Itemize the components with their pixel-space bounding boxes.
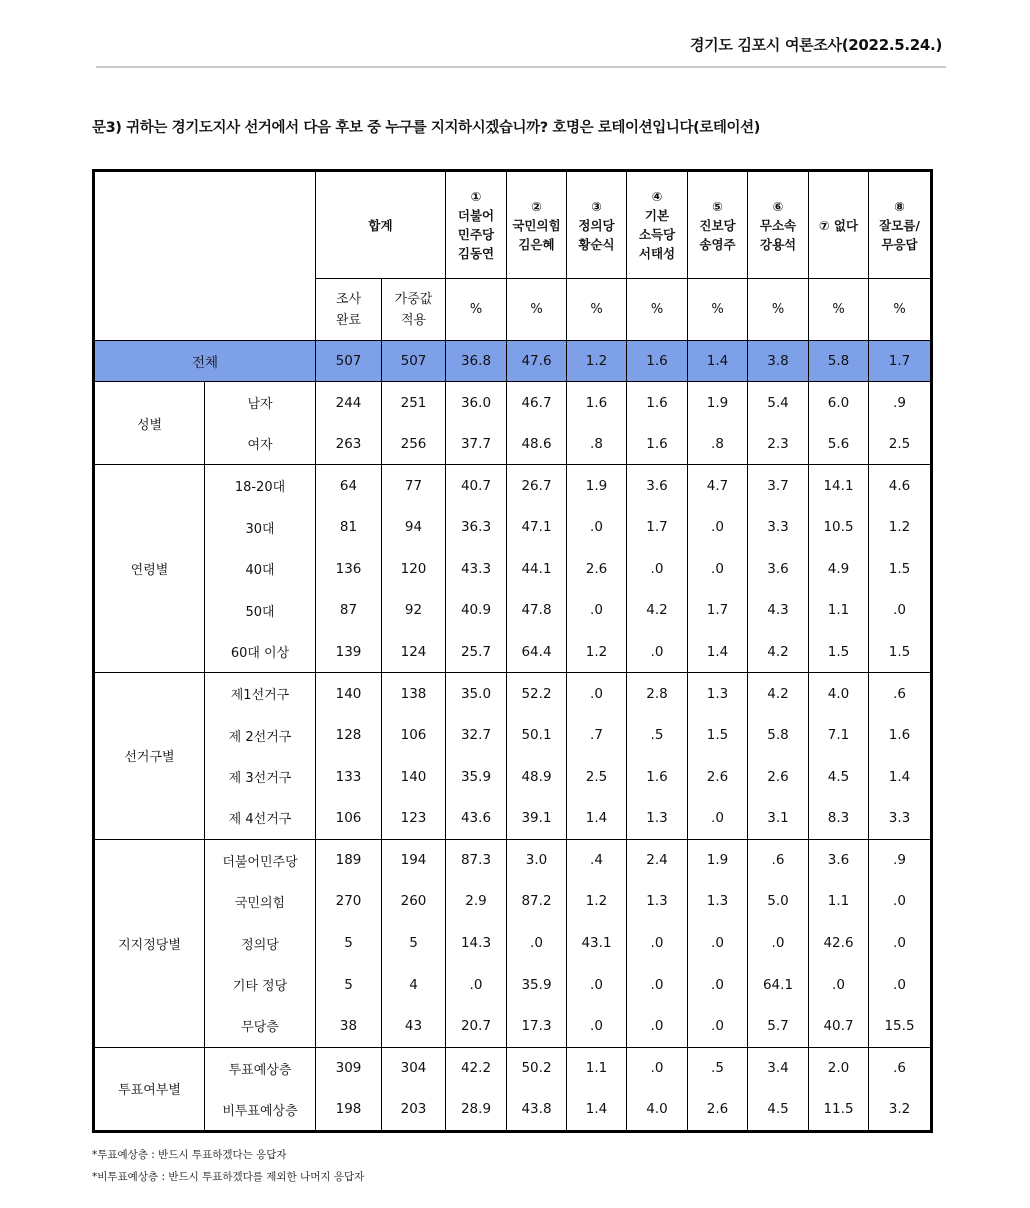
value-cell: 263 bbox=[316, 423, 382, 465]
value-cell: 47.8 bbox=[507, 589, 567, 631]
value-cell: 1.2 bbox=[869, 506, 931, 548]
value-cell: 20.7 bbox=[446, 1005, 507, 1047]
value-cell: 48.9 bbox=[507, 756, 567, 798]
value-cell: .0 bbox=[567, 964, 627, 1006]
value-cell: .0 bbox=[688, 797, 748, 839]
value-cell: 40.7 bbox=[446, 465, 507, 507]
value-cell: 128 bbox=[316, 714, 382, 756]
table-row bbox=[95, 1047, 931, 1089]
value-cell: 2.6 bbox=[748, 756, 809, 798]
row-label: 60대 이상 bbox=[205, 631, 316, 673]
value-cell: 64.1 bbox=[748, 964, 809, 1006]
value-cell: 1.5 bbox=[869, 631, 931, 673]
row-label: 무당층 bbox=[205, 1005, 316, 1047]
group-label: 연령별 bbox=[95, 465, 205, 673]
table-row bbox=[95, 589, 931, 631]
value-cell: 1.2 bbox=[567, 341, 627, 382]
value-cell: 244 bbox=[316, 382, 382, 424]
footnote: *투표예상층 : 반드시 투표하겠다는 응답자 bbox=[92, 1149, 287, 1161]
value-cell: 94 bbox=[382, 506, 446, 548]
unit-cell: % bbox=[627, 279, 688, 341]
question-text: 문3) 귀하는 경기도지사 선거에서 다음 후보 중 누구를 지지하시겠습니까? 호명은 로테이션입니다(로테이션) bbox=[92, 120, 760, 136]
value-cell: .9 bbox=[869, 839, 931, 881]
value-cell: 4.0 bbox=[809, 673, 869, 715]
value-cell: 507 bbox=[382, 341, 446, 382]
value-cell: .0 bbox=[688, 922, 748, 964]
value-cell: 1.5 bbox=[869, 548, 931, 590]
unit-cell: % bbox=[446, 279, 507, 341]
value-cell: 14.3 bbox=[446, 922, 507, 964]
value-cell: 3.4 bbox=[748, 1047, 809, 1089]
value-cell: 5.4 bbox=[748, 382, 809, 424]
table-row bbox=[95, 673, 931, 715]
value-cell: 50.1 bbox=[507, 714, 567, 756]
value-cell: 270 bbox=[316, 881, 382, 923]
value-cell: 28.9 bbox=[446, 1089, 507, 1131]
value-cell: 124 bbox=[382, 631, 446, 673]
table-row bbox=[95, 1005, 931, 1047]
value-cell: 25.7 bbox=[446, 631, 507, 673]
table-row bbox=[95, 922, 931, 964]
value-cell: 3.3 bbox=[869, 797, 931, 839]
candidate-header bbox=[869, 172, 931, 279]
value-cell: 87.3 bbox=[446, 839, 507, 881]
value-cell: .6 bbox=[869, 673, 931, 715]
candidate-label: ③ 정의당 황순식 bbox=[578, 198, 615, 252]
value-cell: 5 bbox=[316, 922, 382, 964]
value-cell: 1.7 bbox=[688, 589, 748, 631]
value-cell: 194 bbox=[382, 839, 446, 881]
group-label: 선거구별 bbox=[95, 673, 205, 839]
value-cell: 1.6 bbox=[627, 341, 688, 382]
value-cell: 37.7 bbox=[446, 423, 507, 465]
value-cell: 14.1 bbox=[809, 465, 869, 507]
value-cell: .5 bbox=[627, 714, 688, 756]
value-cell: 5.8 bbox=[809, 341, 869, 382]
value-cell: 140 bbox=[316, 673, 382, 715]
value-cell: 5.8 bbox=[748, 714, 809, 756]
value-cell: 92 bbox=[382, 589, 446, 631]
value-cell: 106 bbox=[382, 714, 446, 756]
row-label: 남자 bbox=[205, 382, 316, 424]
value-cell: .9 bbox=[869, 382, 931, 424]
value-cell: .0 bbox=[627, 631, 688, 673]
row-label: 제 2선거구 bbox=[205, 714, 316, 756]
value-cell: 32.7 bbox=[446, 714, 507, 756]
value-cell: 10.5 bbox=[809, 506, 869, 548]
value-cell: 4.6 bbox=[869, 465, 931, 507]
value-cell: 36.3 bbox=[446, 506, 507, 548]
candidate-label: ① 더불어 민주당 김동연 bbox=[457, 189, 495, 261]
value-cell: .0 bbox=[869, 589, 931, 631]
value-cell: 4.2 bbox=[748, 631, 809, 673]
complete-count-label: 조사 완료 bbox=[335, 291, 362, 328]
table-row bbox=[95, 423, 931, 465]
value-cell: 2.5 bbox=[869, 423, 931, 465]
value-cell: 1.4 bbox=[688, 341, 748, 382]
report-title: 경기도 김포시 여론조사(2022.5.24.) bbox=[689, 36, 942, 54]
value-cell: .8 bbox=[567, 423, 627, 465]
value-cell: 1.6 bbox=[567, 382, 627, 424]
value-cell: 260 bbox=[382, 881, 446, 923]
candidate-header bbox=[809, 172, 869, 279]
table-row bbox=[95, 1089, 931, 1131]
value-cell: 3.6 bbox=[748, 548, 809, 590]
row-label: 정의당 bbox=[205, 922, 316, 964]
value-cell: 2.8 bbox=[627, 673, 688, 715]
value-cell: 1.1 bbox=[809, 589, 869, 631]
value-cell: 4.0 bbox=[627, 1089, 688, 1131]
candidate-header bbox=[627, 172, 688, 279]
value-cell: 1.5 bbox=[809, 631, 869, 673]
value-cell: .0 bbox=[627, 1047, 688, 1089]
unit-cell: % bbox=[869, 279, 931, 341]
value-cell: 4.2 bbox=[748, 673, 809, 715]
weighted-count-header bbox=[382, 279, 446, 341]
value-cell: .0 bbox=[567, 589, 627, 631]
value-cell: 120 bbox=[382, 548, 446, 590]
value-cell: 47.1 bbox=[507, 506, 567, 548]
value-cell: .0 bbox=[627, 548, 688, 590]
value-cell: 48.6 bbox=[507, 423, 567, 465]
value-cell: 1.4 bbox=[567, 1089, 627, 1131]
value-cell: .0 bbox=[567, 1005, 627, 1047]
value-cell: 251 bbox=[382, 382, 446, 424]
value-cell: 3.2 bbox=[869, 1089, 931, 1131]
table-row bbox=[95, 714, 931, 756]
row-label: 40대 bbox=[205, 548, 316, 590]
value-cell: 133 bbox=[316, 756, 382, 798]
value-cell: 3.6 bbox=[627, 465, 688, 507]
value-cell: 4 bbox=[382, 964, 446, 1006]
value-cell: 39.1 bbox=[507, 797, 567, 839]
value-cell: 1.6 bbox=[627, 756, 688, 798]
value-cell: 36.8 bbox=[446, 341, 507, 382]
value-cell: 50.2 bbox=[507, 1047, 567, 1089]
value-cell: .0 bbox=[869, 881, 931, 923]
value-cell: 139 bbox=[316, 631, 382, 673]
value-cell: 2.6 bbox=[567, 548, 627, 590]
value-cell: .0 bbox=[688, 506, 748, 548]
row-label: 제 4선거구 bbox=[205, 797, 316, 839]
row-label: 30대 bbox=[205, 506, 316, 548]
value-cell: 43.1 bbox=[567, 922, 627, 964]
value-cell: 1.1 bbox=[567, 1047, 627, 1089]
value-cell: 43.3 bbox=[446, 548, 507, 590]
value-cell: 1.2 bbox=[567, 881, 627, 923]
table-row bbox=[95, 631, 931, 673]
value-cell: 1.4 bbox=[567, 797, 627, 839]
value-cell: 136 bbox=[316, 548, 382, 590]
value-cell: 2.3 bbox=[748, 423, 809, 465]
table-row bbox=[95, 881, 931, 923]
value-cell: 2.0 bbox=[809, 1047, 869, 1089]
value-cell: .0 bbox=[567, 673, 627, 715]
overall-row bbox=[95, 341, 931, 382]
value-cell: .0 bbox=[627, 1005, 688, 1047]
value-cell: 15.5 bbox=[869, 1005, 931, 1047]
value-cell: 36.0 bbox=[446, 382, 507, 424]
value-cell: 2.6 bbox=[688, 1089, 748, 1131]
value-cell: .0 bbox=[627, 964, 688, 1006]
value-cell: 4.7 bbox=[688, 465, 748, 507]
row-label: 18-20대 bbox=[205, 465, 316, 507]
value-cell: 3.1 bbox=[748, 797, 809, 839]
value-cell: 1.3 bbox=[688, 673, 748, 715]
row-label: 국민의힘 bbox=[205, 881, 316, 923]
value-cell: 38 bbox=[316, 1005, 382, 1047]
value-cell: 203 bbox=[382, 1089, 446, 1131]
value-cell: 43.8 bbox=[507, 1089, 567, 1131]
value-cell: .0 bbox=[748, 922, 809, 964]
total-header: 합계 bbox=[316, 172, 446, 279]
value-cell: 304 bbox=[382, 1047, 446, 1089]
value-cell: 5.6 bbox=[809, 423, 869, 465]
candidate-header bbox=[446, 172, 507, 279]
unit-cell: % bbox=[507, 279, 567, 341]
value-cell: 1.6 bbox=[869, 714, 931, 756]
group-label: 지지정당별 bbox=[95, 839, 205, 1047]
value-cell: 1.7 bbox=[869, 341, 931, 382]
value-cell: 44.1 bbox=[507, 548, 567, 590]
value-cell: 507 bbox=[316, 341, 382, 382]
corner-cell bbox=[95, 172, 316, 341]
value-cell: .7 bbox=[567, 714, 627, 756]
value-cell: 3.3 bbox=[748, 506, 809, 548]
value-cell: 5 bbox=[316, 964, 382, 1006]
unit-cell: % bbox=[688, 279, 748, 341]
complete-count-header bbox=[316, 279, 382, 341]
value-cell: 1.1 bbox=[809, 881, 869, 923]
value-cell: .0 bbox=[688, 1005, 748, 1047]
value-cell: .6 bbox=[869, 1047, 931, 1089]
value-cell: 43 bbox=[382, 1005, 446, 1047]
value-cell: .0 bbox=[688, 548, 748, 590]
value-cell: 1.4 bbox=[688, 631, 748, 673]
value-cell: .0 bbox=[446, 964, 507, 1006]
value-cell: 7.1 bbox=[809, 714, 869, 756]
value-cell: .0 bbox=[869, 964, 931, 1006]
table-row bbox=[95, 964, 931, 1006]
value-cell: 2.4 bbox=[627, 839, 688, 881]
value-cell: .0 bbox=[688, 964, 748, 1006]
group-label: 투표여부별 bbox=[95, 1047, 205, 1130]
footnote: *비투표예상층 : 반드시 투표하겠다를 제외한 나머지 응답자 bbox=[92, 1171, 365, 1183]
value-cell: 40.7 bbox=[809, 1005, 869, 1047]
value-cell: 3.8 bbox=[748, 341, 809, 382]
weighted-count-label: 가중값 적용 bbox=[394, 291, 433, 328]
value-cell: 64 bbox=[316, 465, 382, 507]
value-cell: 77 bbox=[382, 465, 446, 507]
value-cell: 5.0 bbox=[748, 881, 809, 923]
value-cell: .5 bbox=[688, 1047, 748, 1089]
value-cell: 2.6 bbox=[688, 756, 748, 798]
table-row bbox=[95, 506, 931, 548]
value-cell: .0 bbox=[809, 964, 869, 1006]
value-cell: 1.9 bbox=[688, 382, 748, 424]
value-cell: 4.9 bbox=[809, 548, 869, 590]
value-cell: 40.9 bbox=[446, 589, 507, 631]
value-cell: 189 bbox=[316, 839, 382, 881]
unit-cell: % bbox=[809, 279, 869, 341]
value-cell: 47.6 bbox=[507, 341, 567, 382]
value-cell: 17.3 bbox=[507, 1005, 567, 1047]
value-cell: .8 bbox=[688, 423, 748, 465]
value-cell: 1.3 bbox=[627, 797, 688, 839]
table-row bbox=[95, 465, 931, 507]
value-cell: 35.9 bbox=[446, 756, 507, 798]
value-cell: 8.3 bbox=[809, 797, 869, 839]
value-cell: 42.6 bbox=[809, 922, 869, 964]
overall-label: 전체 bbox=[95, 341, 316, 382]
value-cell: .4 bbox=[567, 839, 627, 881]
table-row bbox=[95, 382, 931, 424]
value-cell: 1.5 bbox=[688, 714, 748, 756]
value-cell: 1.6 bbox=[627, 382, 688, 424]
value-cell: 6.0 bbox=[809, 382, 869, 424]
value-cell: 11.5 bbox=[809, 1089, 869, 1131]
value-cell: 1.9 bbox=[567, 465, 627, 507]
candidate-label: ④ 기본 소득당 서태성 bbox=[638, 189, 676, 261]
value-cell: 87.2 bbox=[507, 881, 567, 923]
row-label: 제1선거구 bbox=[205, 673, 316, 715]
value-cell: 1.2 bbox=[567, 631, 627, 673]
value-cell: 1.7 bbox=[627, 506, 688, 548]
value-cell: 64.4 bbox=[507, 631, 567, 673]
value-cell: 46.7 bbox=[507, 382, 567, 424]
value-cell: 123 bbox=[382, 797, 446, 839]
value-cell: 43.6 bbox=[446, 797, 507, 839]
value-cell: 1.3 bbox=[688, 881, 748, 923]
candidate-header bbox=[567, 172, 627, 279]
value-cell: 4.3 bbox=[748, 589, 809, 631]
row-label: 기타 정당 bbox=[205, 964, 316, 1006]
value-cell: 26.7 bbox=[507, 465, 567, 507]
candidate-header bbox=[507, 172, 567, 279]
value-cell: .0 bbox=[627, 922, 688, 964]
table-row bbox=[95, 839, 931, 881]
value-cell: 106 bbox=[316, 797, 382, 839]
value-cell: 5.7 bbox=[748, 1005, 809, 1047]
candidate-label: ⑤ 진보당 송영주 bbox=[699, 198, 736, 252]
table-row bbox=[95, 548, 931, 590]
value-cell: 87 bbox=[316, 589, 382, 631]
value-cell: .0 bbox=[507, 922, 567, 964]
value-cell: 2.5 bbox=[567, 756, 627, 798]
value-cell: 3.6 bbox=[809, 839, 869, 881]
group-label: 성별 bbox=[95, 382, 205, 465]
value-cell: 35.0 bbox=[446, 673, 507, 715]
unit-cell: % bbox=[748, 279, 809, 341]
row-label: 투표예상층 bbox=[205, 1047, 316, 1089]
row-label: 제 3선거구 bbox=[205, 756, 316, 798]
value-cell: 309 bbox=[316, 1047, 382, 1089]
value-cell: 198 bbox=[316, 1089, 382, 1131]
value-cell: 1.6 bbox=[627, 423, 688, 465]
table-row bbox=[95, 797, 931, 839]
value-cell: 1.3 bbox=[627, 881, 688, 923]
value-cell: 35.9 bbox=[507, 964, 567, 1006]
value-cell: 5 bbox=[382, 922, 446, 964]
candidate-header bbox=[688, 172, 748, 279]
value-cell: 256 bbox=[382, 423, 446, 465]
value-cell: .6 bbox=[748, 839, 809, 881]
value-cell: 4.5 bbox=[809, 756, 869, 798]
row-label: 더불어민주당 bbox=[205, 839, 316, 881]
value-cell: 4.2 bbox=[627, 589, 688, 631]
value-cell: 138 bbox=[382, 673, 446, 715]
candidate-label: ⑥ 무소속 강용석 bbox=[759, 198, 797, 252]
candidate-label: ⑧ 잘모름/ 무응답 bbox=[879, 198, 920, 252]
value-cell: .0 bbox=[567, 506, 627, 548]
value-cell: 140 bbox=[382, 756, 446, 798]
value-cell: 1.4 bbox=[869, 756, 931, 798]
value-cell: 4.5 bbox=[748, 1089, 809, 1131]
unit-cell: % bbox=[567, 279, 627, 341]
row-label: 50대 bbox=[205, 589, 316, 631]
value-cell: 52.2 bbox=[507, 673, 567, 715]
value-cell: 81 bbox=[316, 506, 382, 548]
candidate-label: ⑦ 없다 bbox=[818, 217, 859, 233]
value-cell: 3.7 bbox=[748, 465, 809, 507]
candidate-label: ② 국민의힘 김은혜 bbox=[512, 198, 561, 252]
table-row bbox=[95, 756, 931, 798]
row-label: 비투표예상층 bbox=[205, 1089, 316, 1131]
header-divider bbox=[96, 66, 946, 68]
value-cell: 2.9 bbox=[446, 881, 507, 923]
value-cell: 1.9 bbox=[688, 839, 748, 881]
value-cell: .0 bbox=[869, 922, 931, 964]
survey-table bbox=[94, 171, 931, 1131]
candidate-header bbox=[748, 172, 809, 279]
row-label: 여자 bbox=[205, 423, 316, 465]
value-cell: 42.2 bbox=[446, 1047, 507, 1089]
value-cell: 3.0 bbox=[507, 839, 567, 881]
